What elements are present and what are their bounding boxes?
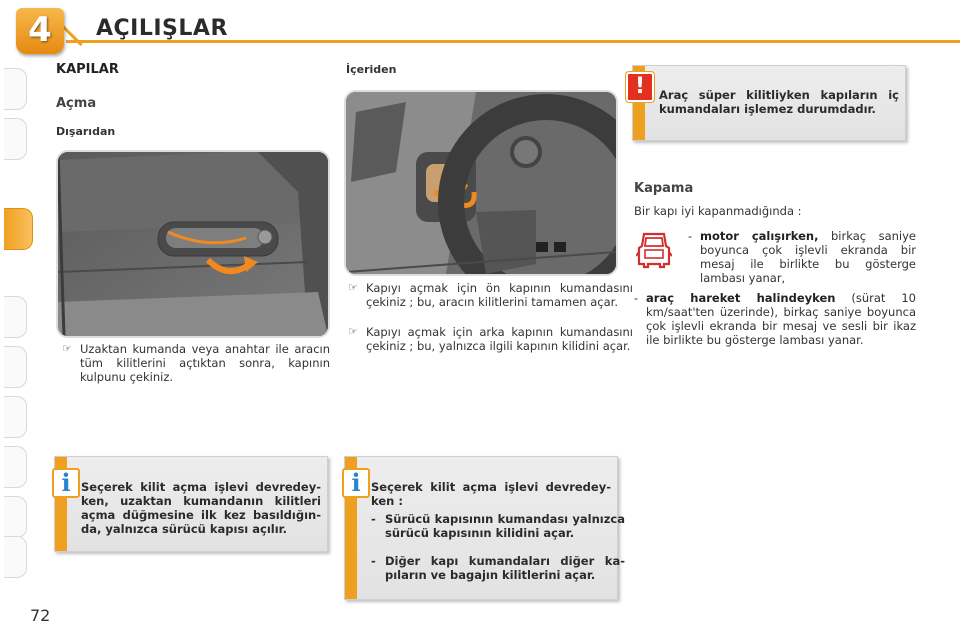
page-number: 72 [30,606,51,625]
door-open-warning-icon [636,230,672,270]
bullet-hand-icon: ☞ [62,342,72,355]
closing-intro: Bir kapı iyi kapanmadığında : [634,204,802,218]
inside-label: İçeriden [346,63,397,76]
chapter-tab[interactable] [4,118,27,160]
info-box-inside-unlock [344,456,625,600]
info-box-item: - Sürücü kapısının kumandası yalnızca sürücü kapısının kilidini açar. [371,512,625,540]
chapter-tab[interactable] [4,396,27,438]
info-box-text: Seçerek kilit açma işlevi devredeyken, uzaktan kumandanın kilitleri açma düğmesine ilk kez basıldığında, yalnızca sürücü kapısı açılır. [81,480,321,536]
warning-icon: ! [626,72,654,102]
closing-item-bold: motor çalışırken, [700,229,819,243]
info-box-item-text: Diğer kapı kumandaları diğer kapıların ve bagajın kilitlerini açar. [385,554,625,582]
closing-item-bold: araç hareket halindeyken [646,291,836,305]
chapter-tabs [0,60,34,580]
subsection-heading: Açma [56,96,97,111]
chapter-tab[interactable] [4,496,27,538]
chapter-tab[interactable] [4,68,27,110]
interior-door-handle-image [344,90,618,276]
chapter-number: 4 [28,10,52,50]
info-icon: i [52,468,80,498]
chapter-tab[interactable] [4,346,27,388]
closing-item-moving: - araç hareket halindeyken (sürat 10 km/saat'ten üzerinde), birkaç saniye boyunca çok işlevli ekranda bir mesaj ve sesli bir ikaz ile birlikte bu gösterge lambası yanar. [634,291,916,347]
warning-box-text: Araç süper kilitliyken kapıların iç kumandaları işlemez durumdadır. [659,88,899,116]
outside-open-instruction [62,342,330,384]
info-box-item: - Diğer kapı kumandaları diğer kapıların ve bagajın kilitlerini açar. [371,554,625,582]
closing-heading: Kapama [634,181,694,196]
closing-item-text: birkaç saniye boyunca çok işlevli ekranda bir mesaj ile birlikte bu gösterge lambası yanar, [700,229,917,285]
chapter-title: AÇILIŞLAR [96,16,228,41]
door-handle-illustration [58,152,328,336]
chapter-badge [16,8,64,54]
info-box-item-text: Sürücü kapısının kumandası yalnızca sürücü kapısının kilidini açar. [385,512,625,540]
page-header [0,0,960,60]
outside-open-text: Uzaktan kumanda veya anahtar ile aracın tüm kilitlerini açtıktan sonra, kapının kulpunu çekiniz. [80,342,330,384]
info-box-selective-unlock [54,456,328,552]
chapter-tab[interactable] [4,536,27,578]
closing-item-engine-running: - motor çalışırken, birkaç saniye boyunca çok işlevli ekranda bir mesaj ile birlikte bu gösterge lambası yanar, [688,229,917,285]
rear-door-instruction [348,325,633,353]
info-icon: i [342,468,370,498]
chapter-tab-active[interactable] [4,208,33,250]
front-door-text: Kapıyı açmak için ön kapının kumandasını çekiniz ; bu, aracın kilitlerini tamamen açar. [366,281,633,309]
info-box-intro: Seçerek kilit açma işlevi devredeyken : [371,480,611,508]
chapter-tab[interactable] [4,446,27,488]
outside-label: Dışarıdan [56,125,116,138]
closing-item-text: (sürat 10 km/saat'ten üzerinde), birkaç saniye boyunca çok işlevli ekranda bir mesaj ve sesli bir ikaz ile birlikte bu gösterge lambası yanar. [646,291,916,347]
interior-handle-illustration [346,92,616,274]
warning-box-superlock [632,65,906,141]
front-door-instruction [348,281,633,309]
bullet-hand-icon: ☞ [348,325,358,338]
section-heading: KAPILAR [56,62,119,77]
rear-door-text: Kapıyı açmak için arka kapının kumandasını çekiniz ; bu, yalnızca ilgili kapının kilidini açar. [366,325,633,353]
chapter-tab[interactable] [4,296,27,338]
bullet-hand-icon: ☞ [348,281,358,294]
exterior-door-handle-image [56,150,330,338]
